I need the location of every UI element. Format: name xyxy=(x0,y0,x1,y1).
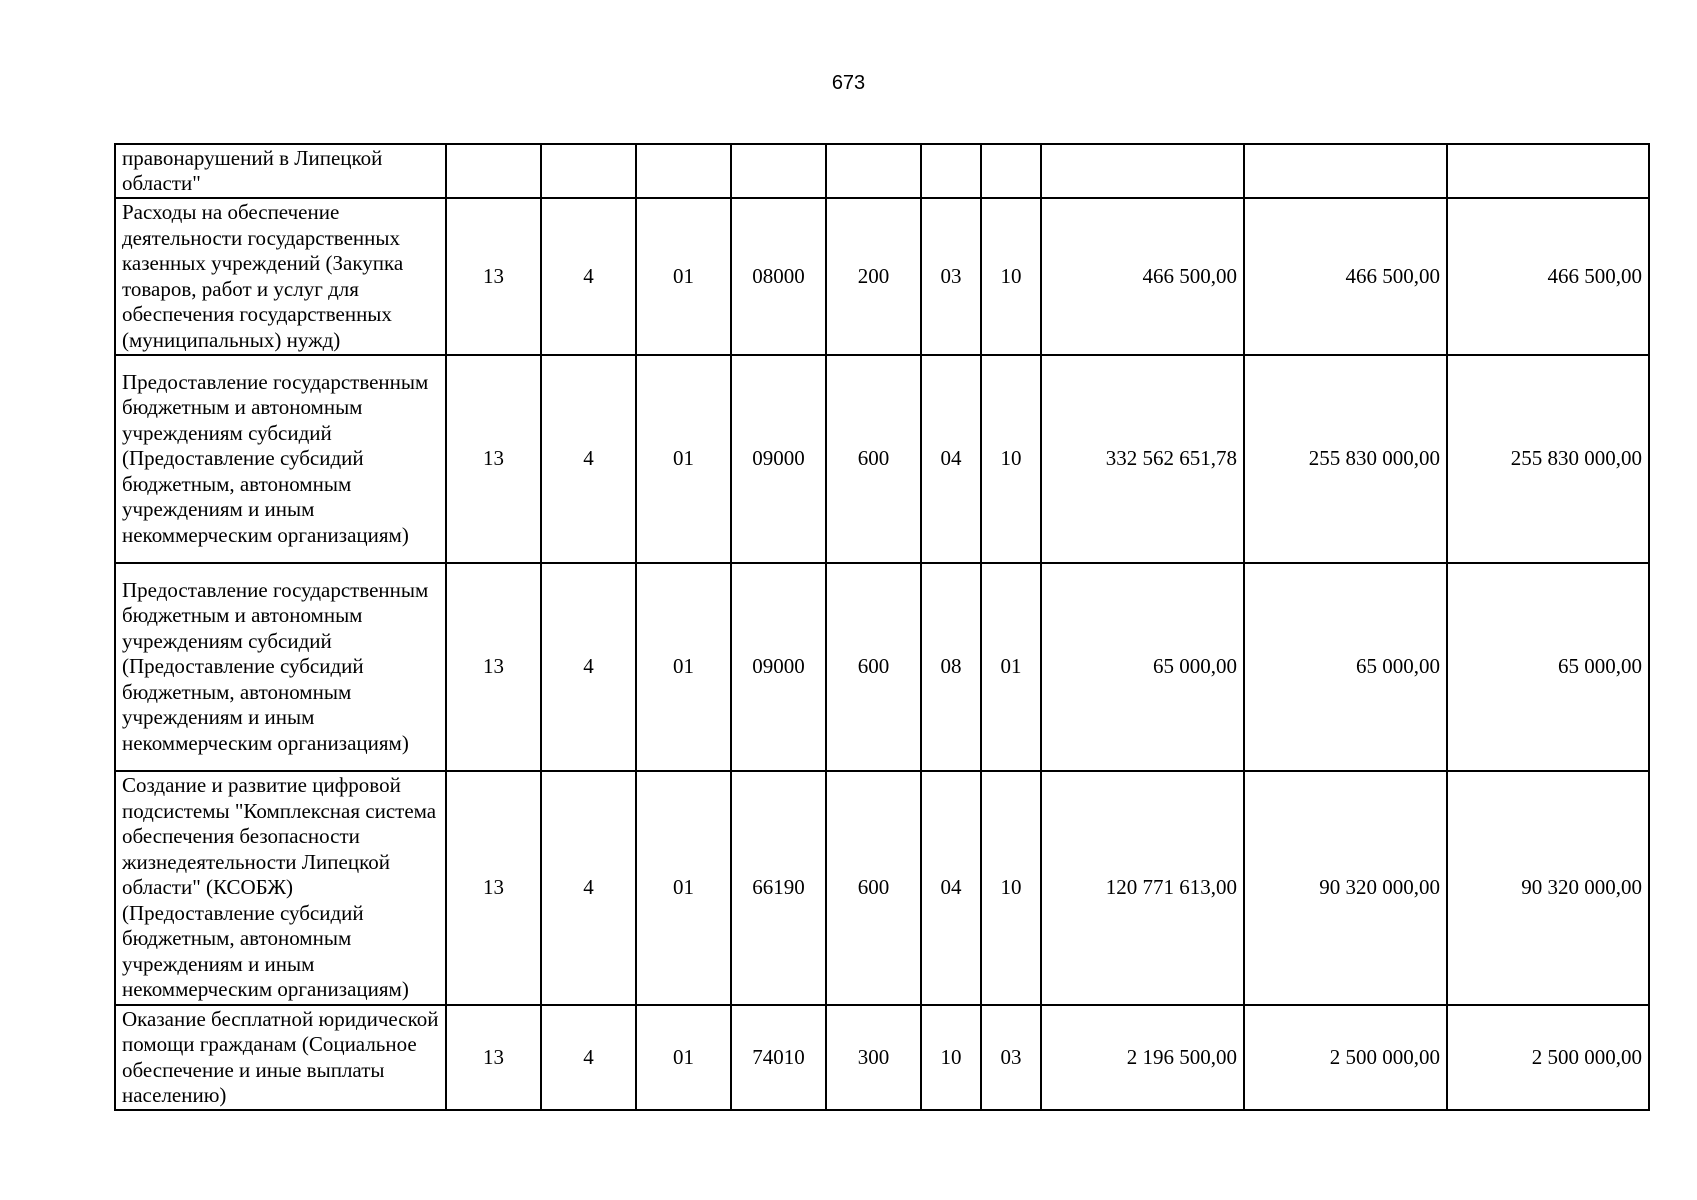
amount-cell: 2 196 500,00 xyxy=(1041,1005,1244,1110)
code-cell: 01 xyxy=(636,563,731,771)
code-cell: 4 xyxy=(541,198,636,355)
amount-cell xyxy=(1447,144,1649,198)
amount-cell: 332 562 651,78 xyxy=(1041,355,1244,563)
amount-cell: 466 500,00 xyxy=(1041,198,1244,355)
code-cell: 13 xyxy=(446,563,541,771)
code-cell: 01 xyxy=(636,355,731,563)
amount-cell: 255 830 000,00 xyxy=(1244,355,1447,563)
amount-cell: 65 000,00 xyxy=(1244,563,1447,771)
code-cell: 01 xyxy=(636,198,731,355)
code-cell: 13 xyxy=(446,771,541,1005)
table-row xyxy=(115,144,1649,198)
code-cell: 66190 xyxy=(731,771,826,1005)
code-cell xyxy=(981,144,1041,198)
code-cell: 10 xyxy=(981,771,1041,1005)
amount-cell: 255 830 000,00 xyxy=(1447,355,1649,563)
row-description: Расходы на обеспечение деятельности государственных казенных учреждений (Закупка товаров, работ и услуг для обеспечения государственных (муниципальных) нужд) xyxy=(115,198,446,355)
page-number: 673 xyxy=(831,72,866,94)
amount-cell: 65 000,00 xyxy=(1447,563,1649,771)
budget-table xyxy=(114,143,1650,1111)
row-description: Предоставление государственным бюджетным и автономным учреждениям субсидий (Предоставление субсидий бюджетным, автономным учреждениям и иным некоммерческим организациям) xyxy=(115,563,446,771)
code-cell xyxy=(826,144,921,198)
code-cell xyxy=(921,144,981,198)
code-cell: 600 xyxy=(826,563,921,771)
code-cell: 08 xyxy=(921,563,981,771)
code-cell: 04 xyxy=(921,355,981,563)
code-cell xyxy=(446,144,541,198)
code-cell: 74010 xyxy=(731,1005,826,1110)
code-cell: 4 xyxy=(541,1005,636,1110)
code-cell: 10 xyxy=(921,1005,981,1110)
table-row xyxy=(115,771,1649,1005)
code-cell: 4 xyxy=(541,771,636,1005)
code-cell: 01 xyxy=(636,771,731,1005)
code-cell xyxy=(731,144,826,198)
table-row xyxy=(115,355,1649,563)
code-cell: 300 xyxy=(826,1005,921,1110)
code-cell xyxy=(636,144,731,198)
row-description: Предоставление государственным бюджетным и автономным учреждениям субсидий (Предоставление субсидий бюджетным, автономным учреждениям и иным некоммерческим организациям) xyxy=(115,355,446,563)
code-cell: 13 xyxy=(446,1005,541,1110)
code-cell: 10 xyxy=(981,355,1041,563)
table-row xyxy=(115,563,1649,771)
code-cell: 04 xyxy=(921,771,981,1005)
amount-cell xyxy=(1244,144,1447,198)
amount-cell: 466 500,00 xyxy=(1447,198,1649,355)
code-cell: 200 xyxy=(826,198,921,355)
row-description: Оказание бесплатной юридической помощи гражданам (Социальное обеспечение и иные выплаты населению) xyxy=(115,1005,446,1110)
row-description: Создание и развитие цифровой подсистемы "Комплексная система обеспечения безопасности жизнедеятельности Липецкой области" (КСОБЖ) (Предоставление субсидий бюджетным, автономным учреждениям и иным некоммерческим организациям) xyxy=(115,771,446,1005)
amount-cell: 65 000,00 xyxy=(1041,563,1244,771)
code-cell: 09000 xyxy=(731,355,826,563)
amount-cell: 466 500,00 xyxy=(1244,198,1447,355)
code-cell: 03 xyxy=(921,198,981,355)
amount-cell: 90 320 000,00 xyxy=(1447,771,1649,1005)
amount-cell: 120 771 613,00 xyxy=(1041,771,1244,1005)
code-cell: 03 xyxy=(981,1005,1041,1110)
code-cell: 09000 xyxy=(731,563,826,771)
code-cell: 600 xyxy=(826,355,921,563)
amount-cell: 2 500 000,00 xyxy=(1447,1005,1649,1110)
code-cell: 10 xyxy=(981,198,1041,355)
row-description: правонарушений в Липецкой области" xyxy=(115,144,446,198)
code-cell: 08000 xyxy=(731,198,826,355)
amount-cell: 2 500 000,00 xyxy=(1244,1005,1447,1110)
table-row xyxy=(115,198,1649,355)
code-cell: 01 xyxy=(636,1005,731,1110)
table-row xyxy=(115,1005,1649,1110)
code-cell: 4 xyxy=(541,563,636,771)
amount-cell xyxy=(1041,144,1244,198)
code-cell: 600 xyxy=(826,771,921,1005)
code-cell: 4 xyxy=(541,355,636,563)
code-cell xyxy=(541,144,636,198)
code-cell: 13 xyxy=(446,355,541,563)
code-cell: 01 xyxy=(981,563,1041,771)
code-cell: 13 xyxy=(446,198,541,355)
amount-cell: 90 320 000,00 xyxy=(1244,771,1447,1005)
